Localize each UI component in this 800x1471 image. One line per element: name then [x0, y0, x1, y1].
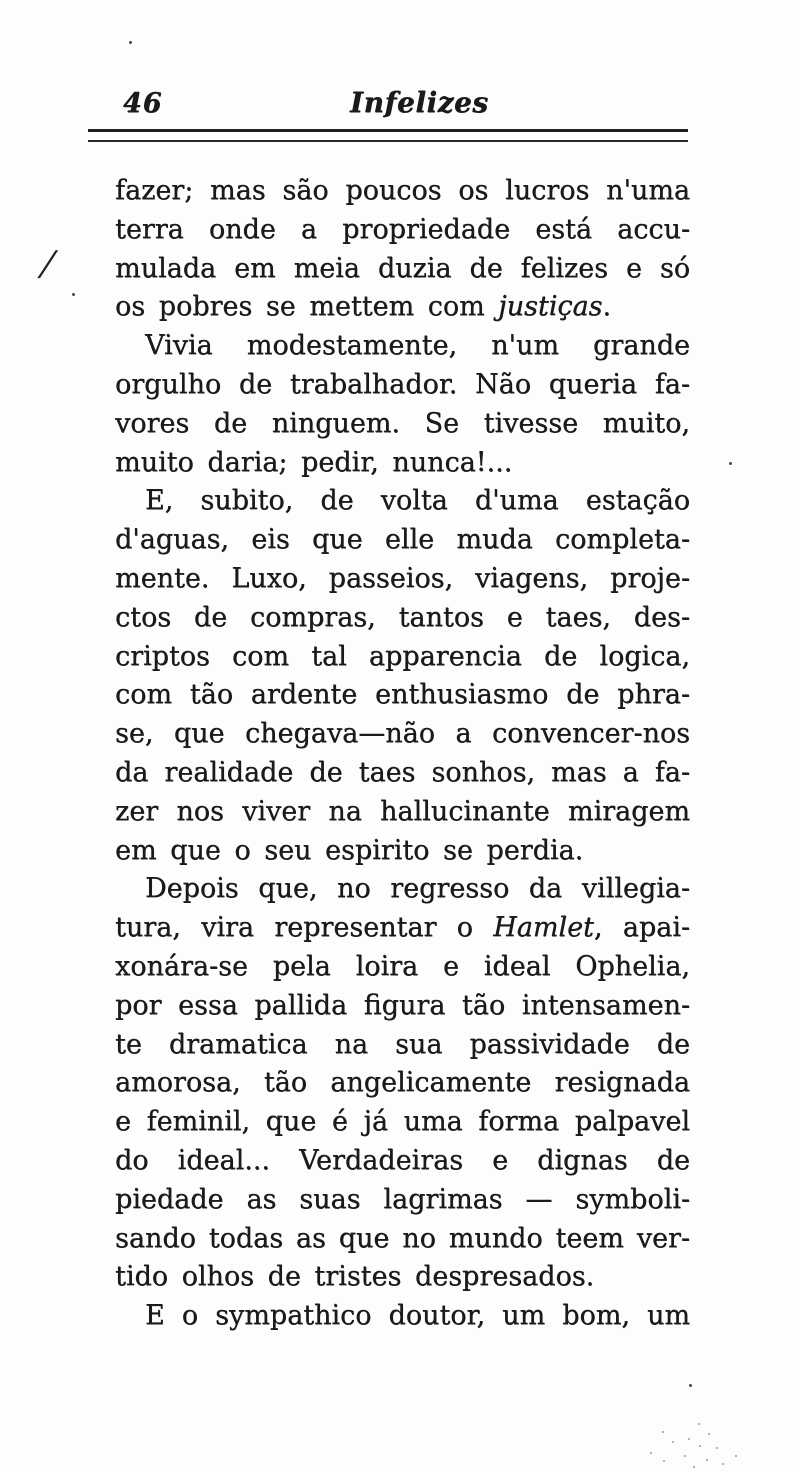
text-block [115, 172, 690, 1336]
text-line: E, subito, de volta d'uma estação [145, 485, 690, 517]
scan-dot [729, 462, 732, 465]
text-line: sando todas as que no mundo teem ver- [115, 1222, 690, 1254]
paragraph [115, 172, 690, 327]
scan-dot [72, 293, 75, 296]
text-line: terra onde a propriedade está accu- [115, 213, 690, 245]
scan-dot [129, 41, 132, 44]
text-line: xonára-se pela loira e ideal Ophelia, [115, 950, 690, 982]
text-line: por essa pallida figura tão intensamen- [115, 989, 690, 1021]
text-line: tido olhos de tristes despresados. [115, 1261, 595, 1293]
text-line: Depois que, no regresso da villegia- [145, 873, 690, 905]
text-line: criptos com tal apparencia de logica, [115, 640, 690, 672]
text-line: te dramatica na sua passividade de [115, 1028, 690, 1060]
text-line: os pobres se mettem com justiças. [115, 291, 612, 323]
paragraph [115, 1297, 690, 1336]
header-double-rule [88, 129, 688, 142]
paragraph [115, 482, 690, 870]
text-line: orgulho de trabalhador. Não queria fa- [115, 368, 690, 400]
margin-pen-mark: / [39, 244, 57, 284]
text-line: e feminil, que é já uma forma palpavel [115, 1106, 690, 1138]
text-line: Vivia modestamente, n'um grande [145, 330, 690, 362]
text-line: mente. Luxo, passeios, viagens, proje- [115, 562, 690, 594]
paragraph [115, 870, 690, 1297]
page-number: 46 [123, 88, 163, 119]
text-line: muito daria; pedir, nunca!... [115, 446, 513, 478]
text-line: E o sympathico doutor, um bom, um [145, 1300, 690, 1332]
text-line: zer nos viver na hallucinante miragem [115, 795, 690, 827]
text-line: vores de ninguem. Se tivesse muito, [115, 407, 690, 439]
text-line: em que o seu espirito se perdia. [115, 834, 584, 866]
running-title: Infelizes [350, 86, 489, 119]
scan-dot [689, 1384, 692, 1387]
text-line: tura, vira representar o Hamlet, apai- [115, 912, 690, 944]
paragraph [115, 327, 690, 482]
text-line: ctos de compras, tantos e taes, des- [115, 601, 690, 633]
text-line: d'aguas, eis que elle muda completa- [115, 524, 690, 556]
text-line: se, que chegava—não a convencer-nos [115, 718, 690, 750]
text-line: mulada em meia duzia de felizes e só [115, 252, 690, 284]
text-line: do ideal... Verdadeiras e dignas de [115, 1144, 690, 1176]
text-line: piedade as suas lagrimas — symboli- [115, 1183, 690, 1215]
text-line: com tão ardente enthusiasmo de phra- [115, 679, 690, 711]
text-line: fazer; mas são poucos os lucros n'uma [115, 175, 690, 206]
text-line: da realidade de taes sonhos, mas a fa- [115, 756, 690, 788]
text-line: amorosa, tão angelicamente resignada [115, 1067, 690, 1099]
